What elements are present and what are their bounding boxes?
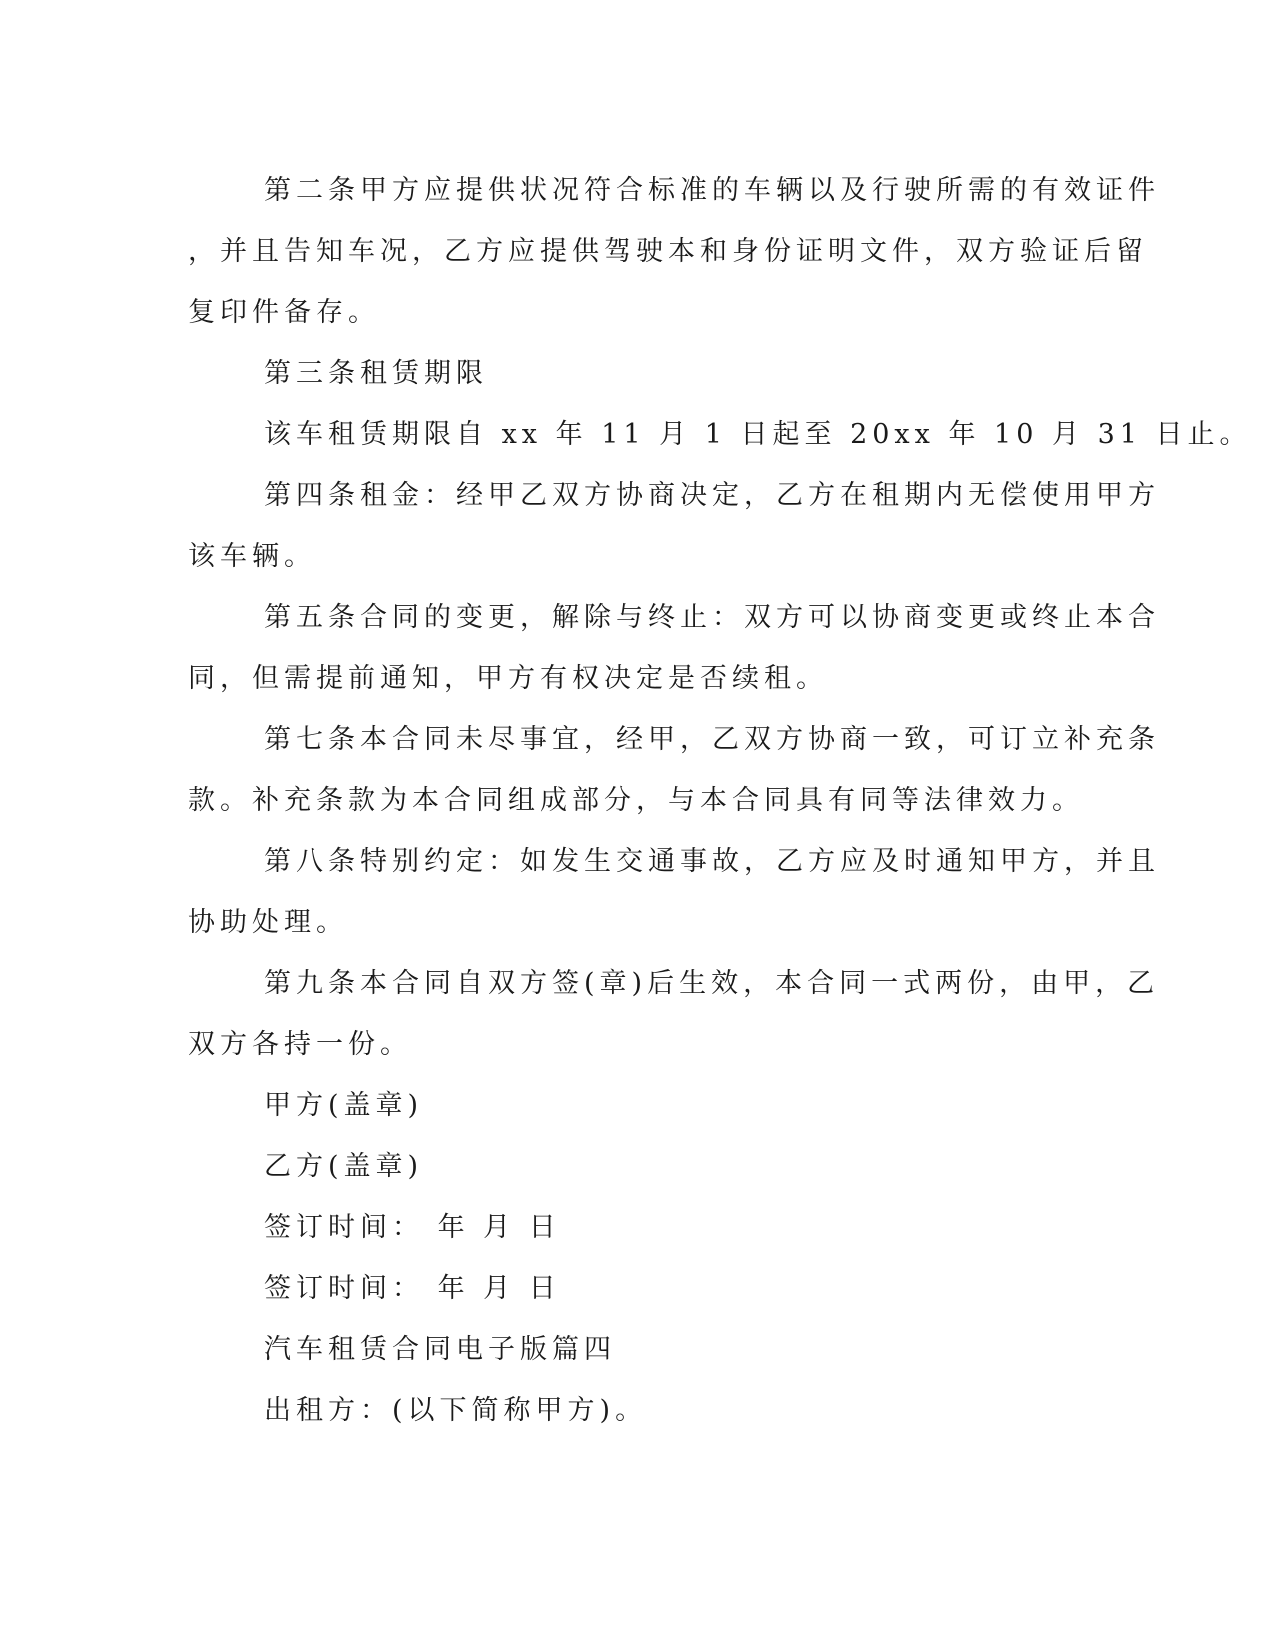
party-b-seal-label: 乙方(盖章): [264, 1151, 424, 1182]
signing-date-label: 签订时间： 年 月 日: [264, 1273, 561, 1304]
text-line: 复印件备存。: [188, 297, 380, 328]
text-line: 同，但需提前通知，甲方有权决定是否续租。: [188, 663, 828, 694]
text-line: 出租方：(以下简称甲方)。: [264, 1395, 648, 1426]
text-line: 第二条甲方应提供状况符合标准的车辆以及行驶所需的有效证件: [264, 175, 1160, 206]
text-line: 第五条合同的变更，解除与终止：双方可以协商变更或终止本合: [264, 602, 1160, 633]
signing-date-label: 签订时间： 年 月 日: [264, 1212, 561, 1243]
text-line: 该车辆。: [188, 541, 316, 572]
text-line: 第三条租赁期限: [264, 358, 488, 389]
text-line: 该车租赁期限自 xx 年 11 月 1 日起至 20xx 年 10 月 31 日止。: [264, 419, 1252, 450]
text-line: 第九条本合同自双方签(章)后生效，本合同一式两份，由甲，乙: [264, 968, 1160, 999]
text-line: 款。补充条款为本合同组成部分，与本合同具有同等法律效力。: [188, 785, 1084, 816]
text-line: 第八条特别约定：如发生交通事故，乙方应及时通知甲方，并且: [264, 846, 1160, 877]
section-heading: 汽车租赁合同电子版篇四: [264, 1334, 616, 1365]
text-line: ，并且告知车况，乙方应提供驾驶本和身份证明文件，双方验证后留: [188, 236, 1148, 267]
text-line: 第四条租金：经甲乙双方协商决定，乙方在租期内无偿使用甲方: [264, 480, 1160, 511]
text-line: 协助处理。: [188, 907, 348, 938]
document-body: [188, 160, 1252, 1441]
party-a-seal-label: 甲方(盖章): [264, 1090, 424, 1121]
text-line: 双方各持一份。: [188, 1029, 412, 1060]
text-line: 第七条本合同未尽事宜，经甲，乙双方协商一致，可订立补充条: [264, 724, 1160, 755]
